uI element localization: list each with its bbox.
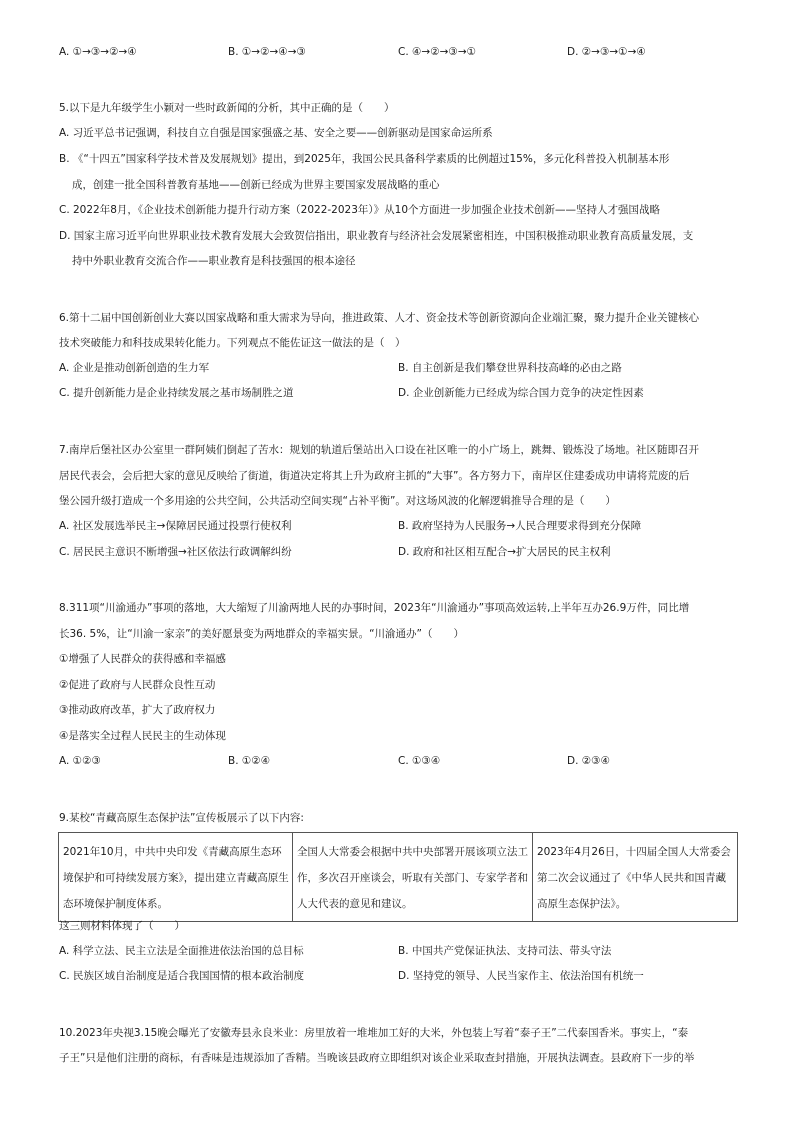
q6-option-c: C. 提升创新能力是企业持续发展之基市场制胜之道 [59,387,294,399]
q9-material-1: 2021年10月，中共中央印发《青藏高原生态环境保护和可持续发展方案》，提出建立青藏高原生态环境保护制度体系。 [59,833,293,922]
q4-option-d: D. ②→③→①→④ [567,46,646,58]
q5-stem: 5.以下是九年级学生小颖对一些时政新闻的分析，其中正确的是（ ） [59,102,395,114]
q4-option-b: B. ①→②→④→③ [228,46,306,58]
q5-option-b-line2: 成，创建一批全国科普教育基地——创新已经成为世界主要国家发展战略的重心 [72,179,440,191]
q4-option-c: C. ④→②→③→① [398,46,477,58]
q6-stem-line2: 技术突破能力和科技成果转化能力。下列观点不能佐证这一做法的是（ ） [59,337,406,349]
q8-item-4: ④是落实全过程人民民主的生动体现 [59,730,226,742]
q8-option-a: A. ①②③ [59,755,101,767]
q9-option-b: B. 中国共产党保证执法、支持司法、带头守法 [398,945,612,957]
q10-stem-line2: 子王”只是他们注册的商标，有香味是违规添加了香精。当晚该县政府立即组织对该企业采取查封措施，开展执法调查。县政府下一步的举 [59,1052,695,1064]
q6-option-b: B. 自主创新是我们攀登世界科技高峰的必由之路 [398,362,622,374]
q8-item-1: ①增强了人民群众的获得感和幸福感 [59,653,226,665]
q5-option-d-line2: 持中外职业教育交流合作——职业教育是科技强国的根本途径 [72,255,356,267]
q7-option-d: D. 政府和社区相互配合→扩大居民的民主权利 [398,546,611,558]
q6-stem-line1: 6.第十二届中国创新创业大赛以国家战略和重大需求为导向，推进政策、人才、资金技术等创新资源向企业端汇聚，聚力提升企业关键核心 [59,312,700,324]
q5-option-c: C. 2022年8月，《企业技术创新能力提升行动方案（2022-2023年）》从10个方面进一步加强企业技术创新——坚持人才强国战略 [59,204,660,216]
q8-option-d: D. ②③④ [567,755,610,767]
q8-option-b: B. ①②④ [228,755,271,767]
q9-stem: 9.某校“青藏高原生态保护法”宣传板展示了以下内容: [59,812,304,824]
q8-stem-line2: 长36. 5%，让“川渝一家亲”的美好愿景变为两地群众的幸福实景。“川渝通办”（ ） [59,628,464,640]
q8-option-c: C. ①③④ [398,755,441,767]
q5-option-d-line1: D. 国家主席习近平向世界职业技术教育发展大会致贺信指出，职业教育与经济社会发展紧密相连，中国积极推动职业教育高质量发展，支 [59,230,694,242]
q9-option-d: D. 坚持党的领导、人民当家作主、依法治国有机统一 [398,970,644,982]
q5-option-a: A. 习近平总书记强调，科技自立自强是国家强盛之基、安全之要——创新驱动是国家命运所系 [59,127,493,139]
q7-option-a: A. 社区发展选举民主→保障居民通过投票行使权利 [59,520,292,532]
q8-item-3: ③推动政府改革，扩大了政府权力 [59,704,216,716]
q9-question: 这三则材料体现了（ ） [59,920,185,932]
q9-material-3: 2023年4月26日，十四届全国人大常委会第二次会议通过了《中华人民共和国青藏高原生态保护法》。 [533,833,738,922]
q9-material-2: 全国人大常委会根据中共中央部署开展该项立法工作，多次召开座谈会，听取有关部门、专家学者和人大代表的意见和建议。 [293,833,533,922]
q7-option-c: C. 居民民主意识不断增强→社区依法行政调解纠纷 [59,546,292,558]
q10-stem-line1: 10.2023年央视3.15晚会曝光了安徽寿县永良米业：房里放着一堆堆加工好的大米，外包装上写着“泰子王”二代泰国香米。事实上，“泰 [59,1027,689,1039]
q4-option-a: A. ①→③→②→④ [59,46,137,58]
q7-stem-line2: 居民代表会，会后把大家的意见反映给了街道，街道决定将其上升为政府主抓的“大事”。各方努力下，南岸区住建委成功申请将荒废的后 [59,470,690,482]
q6-option-d: D. 企业创新能力已经成为综合国力竞争的决定性因素 [398,387,644,399]
q9-option-c: C. 民族区域自治制度是适合我国国情的根本政治制度 [59,970,305,982]
q7-stem-line1: 7.南岸后堡社区办公室里一群阿姨们倒起了苦水：规划的轨道后堡站出入口设在社区唯一的小广场上，跳舞、锻炼没了场地。社区随即召开 [59,444,700,456]
q9-material-table [58,832,738,922]
q8-stem-line1: 8.311项“川渝通办”事项的落地，大大缩短了川渝两地人民的办事时间，2023年“川渝通办”事项高效运转,上半年互办26.9万件，同比增 [59,602,690,614]
q5-option-b-line1: B. 《“十四五”国家科学技术普及发展规划》提出，到2025年，我国公民具备科学素质的比例超过15%，多元化科普投入机制基本形 [59,153,670,165]
q8-item-2: ②促进了政府与人民群众良性互动 [59,679,216,691]
q9-option-a: A. 科学立法、民主立法是全面推进依法治国的总目标 [59,945,304,957]
q6-option-a: A. 企业是推动创新创造的生力军 [59,362,210,374]
q7-stem-line3: 堡公园升级打造成一个多用途的公共空间，公共活动空间实现“占补平衡”。对这场风波的化解逻辑推导合理的是（ ） [59,495,616,507]
table-row [59,833,738,922]
q7-option-b: B. 政府坚持为人民服务→人民合理要求得到充分保障 [398,520,642,532]
